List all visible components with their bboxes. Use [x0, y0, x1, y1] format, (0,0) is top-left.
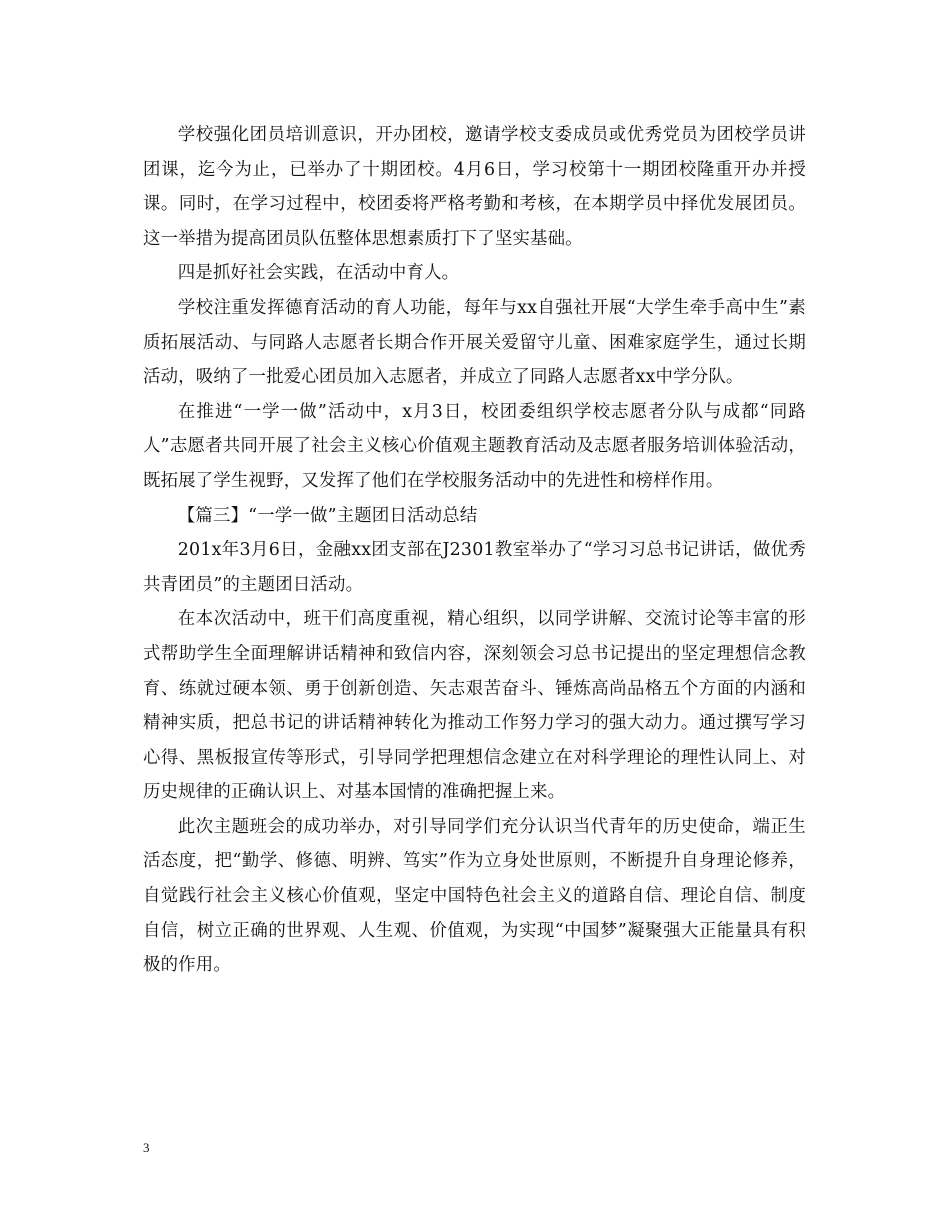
paragraph-theme-day-event: 201x年3月6日，金融xx团支部在J2301教室举办了“学习习总书记讲话，做优秀共青团员”的主题团日活动。 [143, 540, 806, 595]
page-number: 3 [143, 1140, 150, 1155]
paragraph-activity-significance: 此次主题班会的成功举办，对引导同学们充分认识当代青年的历史使命，端正生活态度，把“勤学、修德、明辨、笃实”作为立身处世原则，不断提升自身理论修养，自觉践行社会主义核心价值观，坚定中国特色社会主义的道路自信、理论自信、制度自信，树立正确的世界观、人生观、价值观，为实现“中国梦”凝聚强大正能量具有积极的作用。 [143, 816, 806, 976]
paragraph-team-school-training: 学校强化团员培训意识，开办团校，邀请学校支委成员或优秀党员为团校学员讲团课，迄今为止，已举办了十期团校。4月6日，学习校第十一期团校隆重开办并授课。同时，在学习过程中，校团委将严格考勤和考核，在本期学员中择优发展团员。这一举措为提高团员队伍整体思想素质打下了坚实基础。 [143, 125, 806, 249]
paragraph-activity-details: 在本次活动中，班干们高度重视，精心组织，以同学讲解、交流讨论等丰富的形式帮助学生全面理解讲话精神和致信内容，深刻领会习总书记提出的坚定理想信念教育、练就过硬本领、勇于创新创造、矢志艰苦奋斗、锤炼高尚品格五个方面的内涵和精神实质，把总书记的讲话精神转化为推动工作努力学习的强大动力。通过撰写学习心得、黑板报宣传等形式，引导同学把理想信念建立在对科学理论的理性认同上、对历史规律的正确认识上、对基本国情的准确把握上来。 [143, 609, 806, 803]
section-title-part-three: 【篇三】“一学一做”主题团日活动总结 [177, 505, 478, 526]
paragraph-moral-education-activities: 学校注重发挥德育活动的育人功能，每年与xx自强社开展“大学生牵手高中生”素质拓展活动、与同路人志愿者长期合作开展关爱留守儿童、困难家庭学生，通过长期活动，吸纳了一批爱心团员加入志愿者，并成立了同路人志愿者xx中学分队。 [143, 297, 806, 388]
paragraph-volunteer-activity: 在推进“一学一做”活动中，x月3日，校团委组织学校志愿者分队与成都“同路人”志愿者共同开展了社会主义核心价值观主题教育活动及志愿者服务培训体验活动，既拓展了学生视野，又发挥了他们在学校服务活动中的先进性和榜样作用。 [143, 401, 806, 491]
document-body [143, 118, 806, 983]
paragraph-social-practice-heading: 四是抓好社会实践，在活动中育人。 [177, 263, 460, 284]
